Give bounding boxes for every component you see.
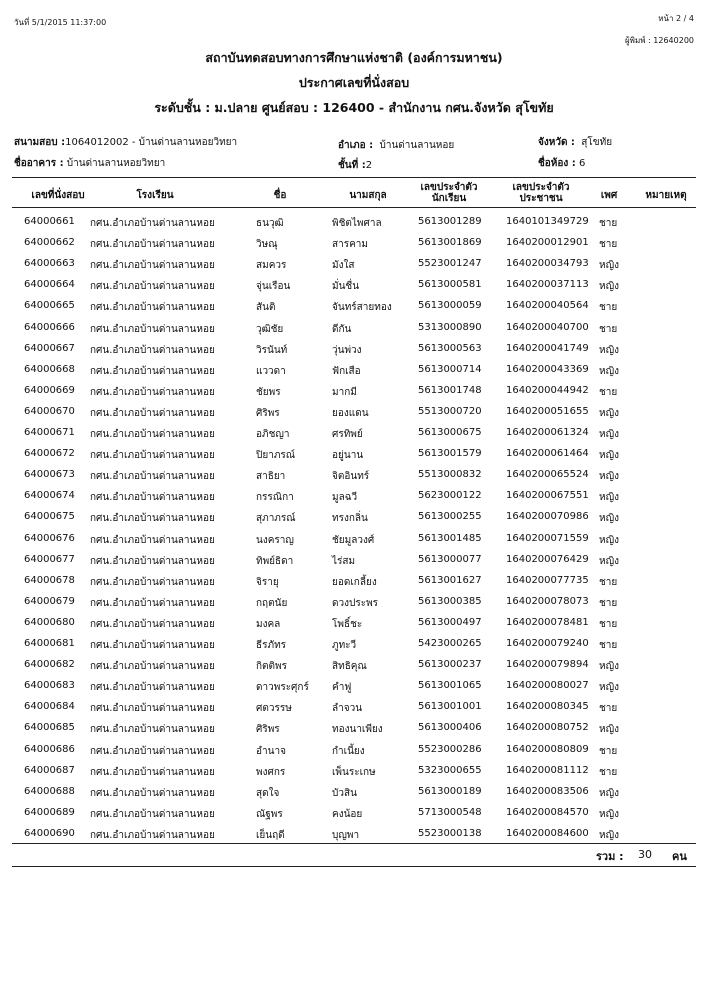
cell-school: กศน.อำเภอบ้านด่านลานหอย: [90, 429, 215, 440]
cell-sex: หญิง: [599, 450, 619, 462]
table-top-rule: [12, 177, 696, 178]
cell-cid: 1640200040564: [506, 300, 589, 312]
cell-school: กศน.อำเภอบ้านด่านลานหอย: [90, 407, 215, 419]
total-label: รวม :: [596, 850, 624, 863]
cell-cid: 1640200034793: [506, 258, 589, 270]
cell-cid: 1640200078073: [506, 595, 589, 607]
col-citizen-id-line2: ประชาชน: [519, 193, 563, 204]
cell-school: กศน.อำเภอบ้านด่านลานหอย: [90, 703, 215, 715]
cell-sid: 5313000890: [418, 321, 482, 333]
cell-fname: กรรณิกา: [256, 492, 294, 504]
exam-site-value: 1064012002 - บ้านด่านลานหอยวิทยา: [65, 137, 238, 148]
table-row: [0, 318, 708, 339]
cell-lname: มูลฉวี: [332, 492, 358, 504]
cell-lname: ทรงกลิ่น: [332, 513, 368, 525]
cell-fname: ธนวุฒิ: [256, 218, 284, 229]
cell-sid: 5513000832: [418, 469, 482, 481]
cell-cid: 1640200044942: [506, 384, 589, 396]
cell-school: กศน.อำเภอบ้านด่านลานหอย: [90, 787, 215, 799]
cell-school: กศน.อำเภอบ้านด่านลานหอย: [90, 661, 215, 673]
cell-lname: พิชิตไพศาล: [332, 218, 382, 229]
cell-fname: จิรายุ: [256, 576, 279, 588]
cell-lname: คงน้อย: [332, 808, 363, 820]
district-value: บ้านด่านลานหอย: [379, 140, 455, 151]
cell-cid: 1640200081112: [506, 764, 589, 776]
cell-seat: 64000679: [24, 595, 75, 607]
cell-cid: 1640200061324: [506, 427, 589, 438]
cell-sex: ชาย: [599, 597, 618, 609]
cell-sex: หญิง: [599, 808, 619, 820]
cell-fname: นงคราญ: [256, 534, 294, 546]
cell-school: กศน.อำเภอบ้านด่านลานหอย: [90, 302, 215, 314]
cell-sex: หญิง: [599, 407, 619, 419]
cell-sex: หญิง: [599, 344, 619, 356]
col-citizen-id-header: [500, 182, 582, 204]
province-label: จังหวัด :: [538, 137, 575, 148]
table-row: [0, 423, 708, 444]
cell-cid: 1640200067551: [506, 490, 589, 502]
printer-id: ผู้พิมพ์ : 12640200: [624, 36, 694, 45]
cell-sex: หญิง: [599, 471, 619, 483]
cell-fname: สุภาภรณ์: [256, 513, 296, 525]
table-row: [0, 824, 708, 845]
cell-sex: ชาย: [599, 386, 618, 398]
cell-sid: 5613001065: [418, 680, 482, 692]
cell-seat: 64000673: [24, 469, 75, 481]
cell-cid: 1640200051655: [506, 405, 589, 417]
cell-sid: 5523000138: [418, 827, 482, 839]
cell-sex: หญิง: [599, 787, 619, 799]
cell-fname: พงศกร: [256, 766, 286, 778]
cell-fname: เย็นฤดี: [256, 829, 285, 841]
cell-lname: วุ่นพ่วง: [332, 344, 362, 356]
cell-sex: หญิง: [599, 534, 619, 546]
cell-seat: 64000674: [24, 490, 75, 502]
province: [538, 135, 612, 150]
cell-cid: 1640200079894: [506, 659, 589, 671]
cell-sid: 5613000406: [418, 722, 482, 734]
cell-fname: กฤตนัย: [256, 597, 288, 609]
cell-lname: มั่นชื่น: [332, 281, 360, 293]
cell-cid: 1640200077735: [506, 574, 589, 586]
cell-school: กศน.อำเภอบ้านด่านลานหอย: [90, 829, 215, 841]
cell-seat: 64000665: [24, 300, 75, 312]
table-row: [0, 803, 708, 824]
col-note-header: หมายเหตุ: [645, 190, 687, 201]
building: [14, 156, 165, 171]
cell-lname: ดวงประพร: [332, 597, 379, 609]
table-row: [0, 254, 708, 275]
cell-seat: 64000690: [24, 827, 75, 839]
cell-seat: 64000672: [24, 448, 75, 460]
district: [338, 138, 454, 153]
cell-sid: 5613000385: [418, 595, 482, 607]
floor-value: 2: [365, 160, 373, 171]
cell-lname: บุญพา: [332, 829, 360, 841]
table-row: [0, 676, 708, 697]
table-row: [0, 296, 708, 317]
cell-fname: วิรนันท์: [256, 344, 288, 356]
cell-fname: ศิริพร: [256, 724, 280, 736]
cell-cid: 1640200040700: [506, 321, 589, 333]
cell-lname: ไร่สม: [332, 555, 356, 567]
table-row: [0, 761, 708, 782]
cell-seat: 64000671: [24, 427, 75, 438]
cell-fname: สมควร: [256, 260, 287, 272]
table-row: [0, 571, 708, 592]
cell-school: กศน.อำเภอบ้านด่านลานหอย: [90, 513, 215, 525]
cell-sid: 5613000497: [418, 616, 482, 628]
cell-sid: 5613001289: [418, 216, 482, 227]
table-row: [0, 507, 708, 528]
cell-cid: 1640200065524: [506, 469, 589, 481]
cell-cid: 1640200079240: [506, 638, 589, 649]
cell-school: กศน.อำเภอบ้านด่านลานหอย: [90, 492, 215, 504]
cell-cid: 1640200084600: [506, 827, 589, 839]
cell-lname: อยู่นาน: [332, 450, 364, 462]
cell-seat: 64000677: [24, 553, 75, 565]
col-student-id-line2: นักเรียน: [431, 193, 467, 204]
cell-lname: โพธิ์ชะ: [332, 618, 363, 630]
cell-sid: 5613001579: [418, 448, 482, 460]
floor-label: ชั้นที่ :: [338, 160, 366, 171]
cell-fname: สันติ: [256, 302, 276, 314]
table-header-rule: [12, 207, 696, 208]
cell-school: กศน.อำเภอบ้านด่านลานหอย: [90, 534, 215, 546]
cell-sex: หญิง: [599, 365, 619, 377]
cell-sex: ชาย: [599, 703, 618, 715]
cell-sex: หญิง: [599, 555, 619, 567]
cell-sex: หญิง: [599, 260, 619, 272]
table-row: [0, 465, 708, 486]
cell-sex: หญิง: [599, 429, 619, 440]
cell-seat: 64000664: [24, 279, 75, 291]
cell-cid: 1640200076429: [506, 553, 589, 565]
cell-sid: 5513000720: [418, 405, 482, 417]
col-fname-header: ชื่อ: [273, 190, 287, 201]
cell-sid: 5623000122: [418, 490, 482, 502]
table-row: [0, 697, 708, 718]
cell-lname: จันทร์สายทอง: [332, 302, 392, 314]
cell-seat: 64000675: [24, 511, 75, 523]
cell-sex: หญิง: [599, 513, 619, 525]
building-value: บ้านด่านลานหอยวิทยา: [66, 158, 166, 169]
cell-sid: 5613001001: [418, 701, 482, 713]
cell-lname: ชัยมูลวงศ์: [332, 534, 375, 546]
cell-seat: 64000683: [24, 680, 75, 692]
cell-sid: 5613001869: [418, 237, 482, 249]
cell-cid: 1640200012901: [506, 237, 589, 249]
cell-sid: 5613000255: [418, 511, 482, 523]
cell-sex: ชาย: [599, 618, 618, 630]
cell-sid: 5613000581: [418, 279, 482, 291]
cell-fname: อำนาจ: [256, 745, 286, 757]
cell-school: กศน.อำเภอบ้านด่านลานหอย: [90, 766, 215, 778]
cell-school: กศน.อำเภอบ้านด่านลานหอย: [90, 640, 215, 651]
building-label: ชื่ออาคาร :: [14, 158, 64, 169]
table-row: [0, 740, 708, 761]
cell-school: กศน.อำเภอบ้านด่านลานหอย: [90, 260, 215, 272]
cell-seat: 64000669: [24, 384, 75, 396]
table-row: [0, 339, 708, 360]
table-row: [0, 444, 708, 465]
cell-cid: 1640200080752: [506, 722, 589, 734]
table-row: [0, 655, 708, 676]
cell-seat: 64000678: [24, 574, 75, 586]
cell-school: กศน.อำเภอบ้านด่านลานหอย: [90, 344, 215, 356]
room-label: ชื่อห้อง :: [538, 158, 576, 169]
table-row: [0, 592, 708, 613]
cell-school: กศน.อำเภอบ้านด่านลานหอย: [90, 618, 215, 630]
cell-fname: ดาวพระศุกร์: [256, 682, 309, 694]
level-center-title: ระดับชั้น : ม.ปลาย ศูนย์สอบ : 126400 - สำนักงาน กศน.จังหวัด สุโขทัย: [154, 100, 554, 115]
cell-lname: ดีกัน: [332, 323, 352, 335]
room: [538, 156, 585, 171]
cell-sid: 5613000189: [418, 785, 482, 797]
cell-sex: ชาย: [599, 766, 618, 778]
cell-lname: บัวสิน: [332, 787, 357, 799]
table-row: [0, 402, 708, 423]
cell-cid: 1640200041749: [506, 342, 589, 354]
cell-lname: ทองนาเพียง: [332, 724, 383, 736]
cell-school: กศน.อำเภอบ้านด่านลานหอย: [90, 808, 215, 820]
cell-sid: 5613000059: [418, 300, 482, 312]
cell-school: กศน.อำเภอบ้านด่านลานหอย: [90, 471, 215, 483]
cell-seat: 64000676: [24, 532, 75, 544]
cell-fname: ศิริพร: [256, 407, 280, 419]
cell-cid: 1640200080027: [506, 680, 589, 692]
cell-fname: วิษณุ: [256, 239, 278, 251]
table-row: [0, 275, 708, 296]
cell-cid: 1640200083506: [506, 785, 589, 797]
total-value: 30: [638, 848, 652, 861]
cell-fname: ปิยาภรณ์: [256, 450, 296, 462]
cell-lname: กำเนี้ยง: [332, 745, 365, 757]
room-value: 6: [578, 158, 586, 169]
cell-lname: มังใส: [332, 260, 355, 272]
cell-lname: เพ็นระเกษ: [332, 766, 376, 778]
cell-seat: 64000668: [24, 363, 75, 375]
cell-fname: สาธิยา: [256, 471, 286, 483]
cell-cid: 1640200061464: [506, 448, 589, 460]
table-row: [0, 486, 708, 507]
table-row: [0, 634, 708, 655]
cell-sex: หญิง: [599, 829, 619, 841]
cell-fname: ศตวรรษ: [256, 703, 292, 715]
cell-sid: 5613001485: [418, 532, 482, 544]
page-number: หน้า 2 / 4: [658, 14, 694, 23]
total-unit: คน: [672, 850, 687, 863]
cell-lname: มากมี: [332, 386, 357, 398]
cell-fname: ทิพย์ธิดา: [256, 555, 294, 567]
district-label: อำเภอ :: [338, 140, 374, 151]
cell-seat: 64000680: [24, 616, 75, 628]
col-citizen-id-line1: เลขประจำตัว: [512, 182, 570, 193]
cell-sex: หญิง: [599, 281, 619, 293]
cell-cid: 1640200078481: [506, 616, 589, 628]
cell-sex: ชาย: [599, 218, 618, 229]
cell-seat: 64000663: [24, 258, 75, 270]
cell-seat: 64000682: [24, 659, 75, 671]
cell-sex: ชาย: [599, 323, 618, 335]
table-row: [0, 718, 708, 739]
exam-site: [14, 135, 237, 150]
cell-school: กศน.อำเภอบ้านด่านลานหอย: [90, 218, 215, 229]
cell-sid: 5523000286: [418, 743, 482, 755]
total-rule: [12, 866, 696, 867]
cell-seat: 64000687: [24, 764, 75, 776]
cell-lname: สิทธิคุณ: [332, 661, 367, 673]
cell-cid: 1640200080345: [506, 701, 589, 713]
cell-school: กศน.อำเภอบ้านด่านลานหอย: [90, 576, 215, 588]
cell-school: กศน.อำเภอบ้านด่านลานหอย: [90, 450, 215, 462]
cell-sid: 5613001627: [418, 574, 482, 586]
col-lname-header: นามสกุล: [349, 190, 387, 201]
cell-sid: 5523001247: [418, 258, 482, 270]
cell-sid: 5323000655: [418, 764, 482, 776]
table-row: [0, 529, 708, 550]
cell-school: กศน.อำเภอบ้านด่านลานหอย: [90, 323, 215, 335]
cell-sid: 5613000714: [418, 363, 482, 375]
col-student-id-header: [408, 182, 490, 204]
cell-sid: 5613000563: [418, 342, 482, 354]
province-value: สุโขทัย: [581, 137, 613, 148]
cell-sex: ชาย: [599, 576, 618, 588]
col-sex-header: เพศ: [600, 190, 618, 201]
cell-sex: ชาย: [599, 302, 618, 314]
cell-sid: 5613000237: [418, 659, 482, 671]
cell-sex: ชาย: [599, 640, 618, 651]
cell-lname: จิตอินทร์: [332, 471, 370, 483]
announcement-title: ประกาศเลขที่นั่งสอบ: [298, 75, 410, 90]
table-row: [0, 233, 708, 254]
cell-fname: มงคล: [256, 618, 281, 630]
cell-lname: คำฟู: [332, 682, 352, 694]
cell-seat: 64000681: [24, 638, 75, 649]
table-row: [0, 381, 708, 402]
cell-seat: 64000670: [24, 405, 75, 417]
table-row: [0, 212, 708, 233]
cell-school: กศน.อำเภอบ้านด่านลานหอย: [90, 745, 215, 757]
cell-school: กศน.อำเภอบ้านด่านลานหอย: [90, 281, 215, 293]
table-row: [0, 360, 708, 381]
cell-seat: 64000661: [24, 216, 75, 227]
cell-seat: 64000666: [24, 321, 75, 333]
cell-lname: ศรทิพย์: [332, 429, 363, 440]
print-date: วันที่ 5/1/2015 11:37:00: [14, 18, 107, 27]
table-row: [0, 613, 708, 634]
table-bottom-rule: [12, 843, 696, 844]
cell-fname: วุฒิชัย: [256, 323, 284, 335]
cell-cid: 1640101349729: [506, 216, 589, 227]
cell-school: กศน.อำเภอบ้านด่านลานหอย: [90, 724, 215, 736]
cell-cid: 1640200037113: [506, 279, 589, 291]
cell-sex: หญิง: [599, 724, 619, 736]
cell-lname: ลำจวน: [332, 703, 363, 715]
cell-fname: สุดใจ: [256, 787, 280, 799]
cell-fname: แววดา: [256, 365, 286, 377]
cell-lname: ยองแดน: [332, 407, 369, 419]
cell-fname: อภิชญา: [256, 429, 290, 440]
cell-fname: ธีรภัทร: [256, 640, 287, 651]
cell-school: กศน.อำเภอบ้านด่านลานหอย: [90, 239, 215, 251]
cell-lname: ภูทะวี: [332, 640, 357, 651]
table-row: [0, 782, 708, 803]
table-row: [0, 550, 708, 571]
cell-school: กศน.อำเภอบ้านด่านลานหอย: [90, 682, 215, 694]
cell-seat: 64000662: [24, 237, 75, 249]
institute-title: สถาบันทดสอบทางการศึกษาแห่งชาติ (องค์การมหาชน): [205, 50, 503, 65]
cell-sex: หญิง: [599, 661, 619, 673]
cell-seat: 64000688: [24, 785, 75, 797]
cell-sex: หญิง: [599, 492, 619, 504]
cell-lname: สารคาม: [332, 239, 368, 251]
cell-seat: 64000689: [24, 806, 75, 818]
cell-cid: 1640200084570: [506, 806, 589, 818]
exam-site-label: สนามสอบ :: [14, 137, 66, 148]
cell-lname: ยอดเกลี้ยง: [332, 576, 377, 588]
cell-sex: หญิง: [599, 682, 619, 694]
cell-sex: ชาย: [599, 239, 618, 251]
cell-sid: 5613000675: [418, 427, 482, 438]
cell-lname: ฟักเสือ: [332, 365, 361, 377]
cell-school: กศน.อำเภอบ้านด่านลานหอย: [90, 365, 215, 377]
cell-seat: 64000684: [24, 701, 75, 713]
col-school-header: โรงเรียน: [136, 190, 174, 201]
cell-cid: 1640200043369: [506, 363, 589, 375]
cell-fname: ณัฐพร: [256, 808, 283, 820]
cell-sid: 5613001748: [418, 384, 482, 396]
floor: [338, 158, 372, 173]
cell-fname: กิตติพร: [256, 661, 288, 673]
cell-cid: 1640200080809: [506, 743, 589, 755]
cell-school: กศน.อำเภอบ้านด่านลานหอย: [90, 597, 215, 609]
cell-fname: ชัยพร: [256, 386, 281, 398]
col-seat-header: เลขที่นั่งสอบ: [31, 190, 85, 201]
cell-seat: 64000667: [24, 342, 75, 354]
cell-sid: 5713000548: [418, 806, 482, 818]
cell-sid: 5613000077: [418, 553, 482, 565]
cell-sid: 5423000265: [418, 638, 482, 649]
cell-seat: 64000685: [24, 722, 75, 734]
cell-school: กศน.อำเภอบ้านด่านลานหอย: [90, 555, 215, 567]
cell-sex: ชาย: [599, 745, 618, 757]
cell-school: กศน.อำเภอบ้านด่านลานหอย: [90, 386, 215, 398]
col-student-id-line1: เลขประจำตัว: [420, 182, 478, 193]
cell-fname: จุ่นเรือน: [256, 281, 291, 293]
cell-cid: 1640200070986: [506, 511, 589, 523]
cell-seat: 64000686: [24, 743, 75, 755]
cell-cid: 1640200071559: [506, 532, 589, 544]
